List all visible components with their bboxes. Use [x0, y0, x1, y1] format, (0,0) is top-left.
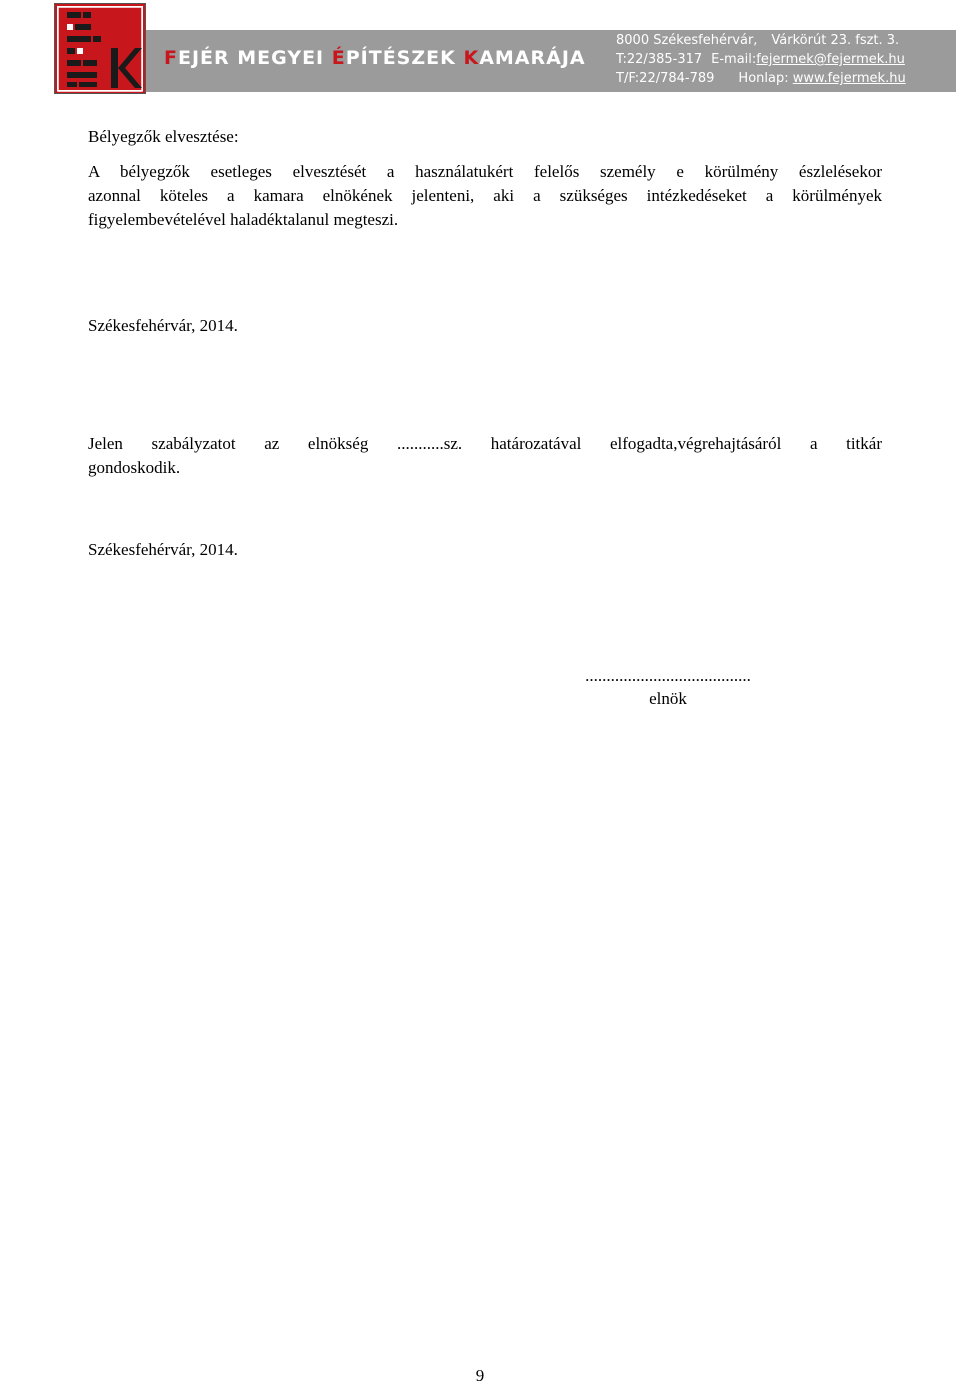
contact-fax-web-line: [616, 71, 906, 86]
org-name-part: PÍTÉSZEK: [345, 47, 464, 69]
website-link[interactable]: www.fejermek.hu: [792, 71, 906, 86]
org-name-part: AMARÁJA: [479, 47, 586, 69]
address-city: 8000 Székesfehérvár,: [616, 33, 758, 48]
paragraph-line: figyelembevételével haladéktalanul megteszi.: [88, 210, 399, 229]
page-number: 9: [475, 1366, 485, 1385]
approval-line: gondoskodik.: [88, 458, 181, 477]
contact-address-line: [616, 33, 899, 48]
place-date-1: Székesfehérvár, 2014.: [88, 316, 238, 335]
section-heading: Bélyegzők elvesztése:: [88, 127, 239, 146]
lost-stamp-paragraph: [88, 160, 882, 232]
approval-paragraph: [88, 432, 882, 480]
address-street: Várkörút 23. fszt. 3.: [771, 33, 900, 48]
phone-number: T:22/385-317: [616, 52, 703, 67]
org-name-initial: F: [164, 47, 178, 69]
place-date-2: Székesfehérvár, 2014.: [88, 540, 238, 559]
signature-line: .......................................: [585, 666, 751, 685]
contact-phone-email-line: [616, 52, 905, 67]
website-label: Honlap:: [738, 71, 789, 86]
org-name-initial: É: [331, 47, 346, 69]
signature-title: elnök: [649, 689, 687, 708]
organization-name: [164, 47, 586, 69]
paragraph-line: azonnal köteles a kamara elnökének jelenteni, aki a szükséges intézkedéseket a körülmények: [88, 186, 882, 205]
paragraph-line: A bélyegzők esetleges elvesztését a használatukért felelős személy e körülmény észlelésekor: [88, 162, 882, 181]
approval-line: Jelen szabályzatot az elnökség ...........sz. határozatával elfogadta,végrehajtásáról a titkár: [88, 434, 882, 453]
email-link[interactable]: fejermek@fejermek.hu: [756, 52, 905, 67]
org-name-initial: K: [463, 47, 480, 69]
logo-mark-icon: [55, 4, 147, 95]
fek-logo: [54, 3, 146, 94]
fax-number: T/F:22/784-789: [616, 71, 715, 86]
email-label: E-mail:: [711, 52, 757, 67]
org-name-part: EJÉR MEGYEI: [177, 47, 332, 69]
